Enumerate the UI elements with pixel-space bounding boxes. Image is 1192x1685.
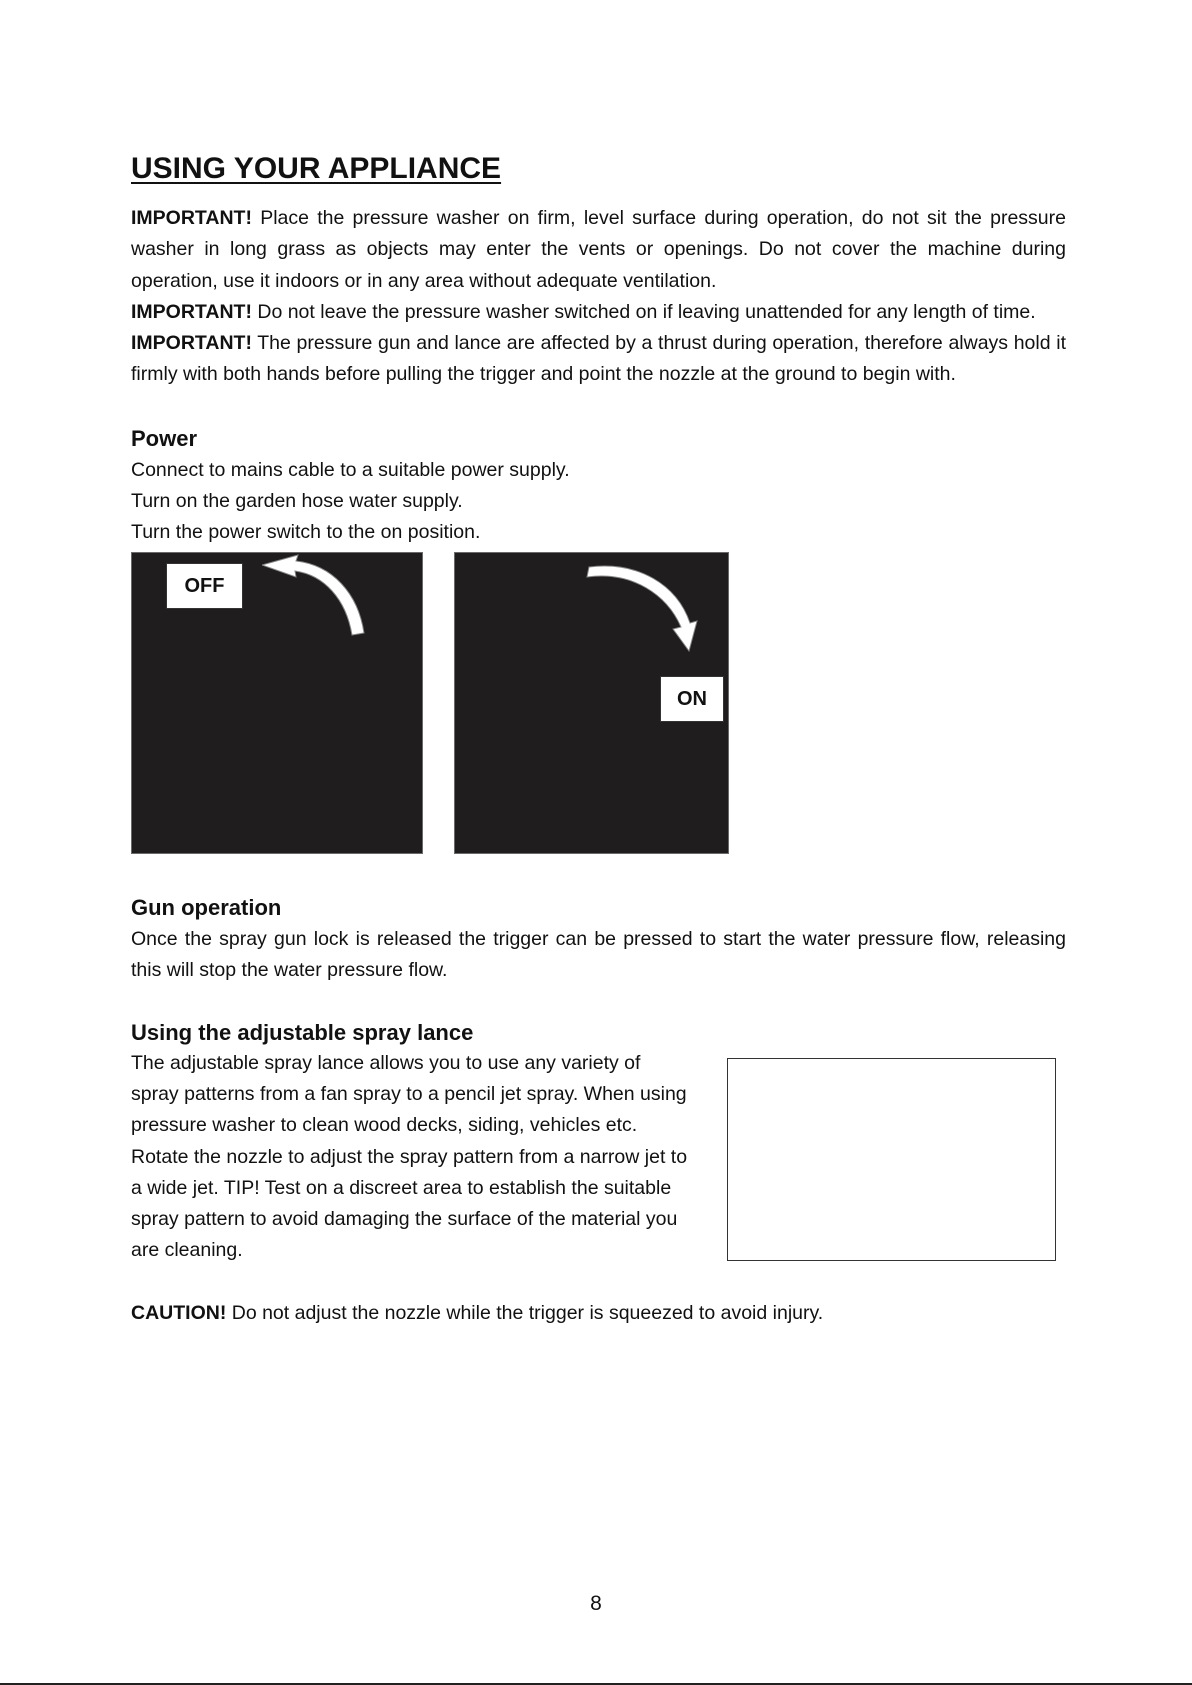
important-text: Do not leave the pressure washer switched on if leaving unattended for any length of time.: [251, 301, 1036, 323]
important-thrust: [131, 328, 1066, 391]
important-text: Place the pressure washer on firm, level surface during operation, do not sit the pressure washer in long grass as objects may enter the vents or openings. Do not cover the machine during operation, use it indoors or in any area without adequate ventilation.: [131, 207, 1066, 292]
lance-line: spray patterns from a fan spray to a pencil jet spray. When using: [131, 1083, 687, 1105]
caution-label: CAUTION!: [131, 1302, 227, 1324]
on-label: ON: [660, 676, 724, 722]
power-step: Turn the power switch to the on position.: [131, 521, 481, 543]
caution-note: [131, 1302, 823, 1325]
gun-text: Once the spray gun lock is released the trigger can be pressed to start the water pressure flow, releasing this will stop the water pressure flow.: [131, 928, 1066, 982]
important-label: IMPORTANT!: [131, 332, 252, 354]
lance-line: Rotate the nozzle to adjust the spray pattern from a narrow jet to: [131, 1146, 688, 1168]
page-number: 8: [590, 1592, 602, 1615]
lance-line: spray pattern to avoid damaging the surface of the material you: [131, 1208, 678, 1230]
lance-line: The adjustable spray lance allows you to use any variety of: [131, 1052, 641, 1074]
page-title: USING YOUR APPLIANCE: [131, 152, 502, 185]
spray-lance-image: [727, 1058, 1056, 1261]
switch-on-photo: [454, 552, 729, 854]
important-unattended: [131, 297, 1066, 328]
switch-off-photo: [131, 552, 423, 854]
important-text: The pressure gun and lance are affected by a thrust during operation, therefore always hold it firmly with both hands before pulling the trigger and point the nozzle at the ground to begin with.: [131, 332, 1066, 386]
gun-heading: Gun operation: [131, 895, 282, 920]
important-label: IMPORTANT!: [131, 301, 252, 323]
lance-heading: Using the adjustable spray lance: [131, 1020, 474, 1045]
off-label: OFF: [166, 563, 243, 609]
lance-line: pressure washer to clean wood decks, siding, vehicles etc.: [131, 1114, 638, 1136]
important-ventilation: [131, 203, 1066, 297]
curved-arrow-up-icon: [262, 553, 392, 648]
curved-arrow-down-icon: [585, 559, 705, 654]
power-heading: Power: [131, 426, 198, 451]
power-step: Turn on the garden hose water supply.: [131, 490, 463, 512]
important-label: IMPORTANT!: [131, 207, 252, 229]
lance-line: a wide jet. TIP! Test on a discreet area to establish the suitable: [131, 1177, 672, 1199]
caution-text: Do not adjust the nozzle while the trigger is squeezed to avoid injury.: [226, 1302, 824, 1324]
power-step: Connect to mains cable to a suitable power supply.: [131, 459, 570, 481]
lance-line: are cleaning.: [131, 1239, 243, 1261]
